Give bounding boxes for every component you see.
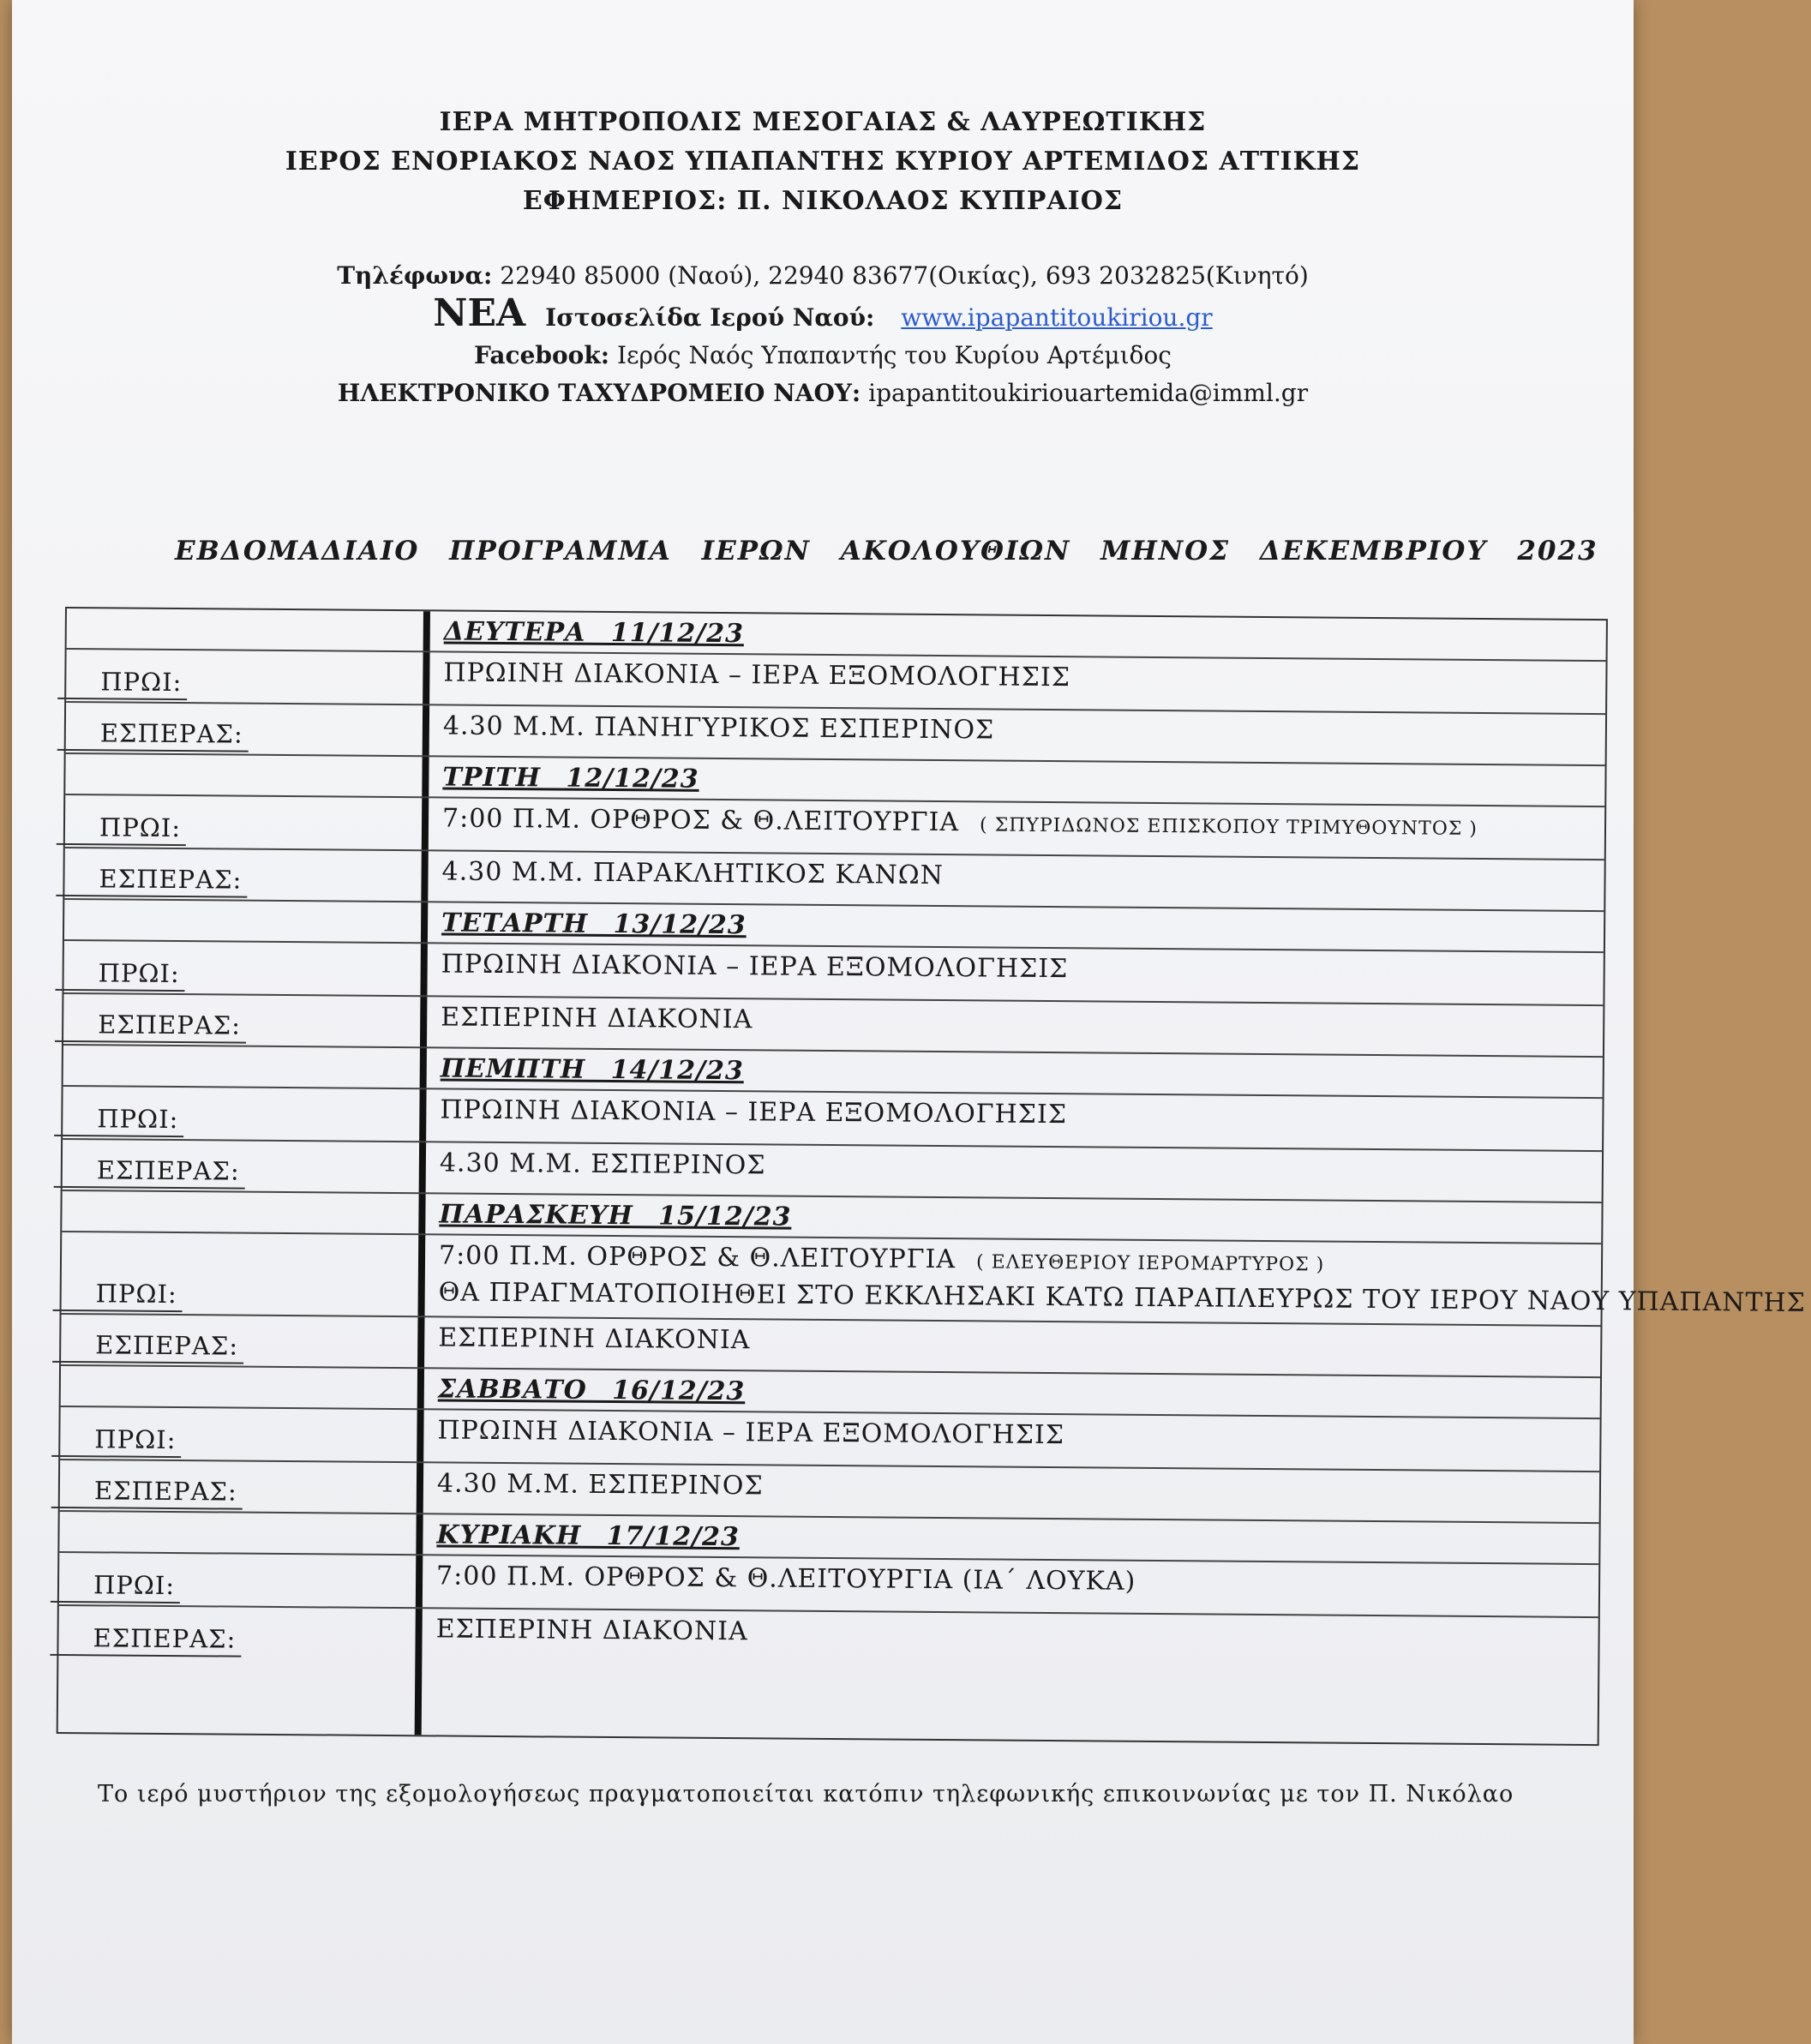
morning-service — [437, 1413, 1582, 1456]
morning-service-text: ΠΡΩΙΝΗ ΔΙΑΚΟΝΙΑ – ΙΕΡΑ ΕΞΟΜΟΛΟΓΗΣΙΣ — [443, 657, 1071, 693]
letterhead — [12, 103, 1634, 221]
evening-service: ΕΣΠΕΡΙΝΗ ΔΙΑΚΟΝΙΑ — [438, 1322, 751, 1356]
evening-label-text: ΕΣΠΕΡΑΣ: — [52, 1330, 243, 1364]
morning-label-text: ΠΡΩΙ: — [51, 1570, 180, 1603]
evening-service: ΕΣΠΕΡΙΝΗ ΔΙΑΚΟΝΙΑ — [435, 1614, 748, 1647]
evening-label — [98, 1010, 381, 1041]
day-heading: ΣΑΒΒΑΤΟ 16/12/23 — [437, 1374, 746, 1407]
website-label: Ιστοσελίδα Ιερού Ναού: — [545, 303, 875, 332]
morning-service-text: ΠΡΩΙΝΗ ΔΙΑΚΟΝΙΑ – ΙΕΡΑ ΕΞΟΜΟΛΟΓΗΣΙΣ — [441, 949, 1069, 985]
evening-label-text: ΕΣΠΕΡΑΣ: — [54, 1155, 245, 1190]
morning-label — [94, 1424, 377, 1456]
website-link[interactable]: www.ipapantitoukiriou.gr — [901, 303, 1213, 332]
day-heading: ΠΕΜΠΤΗ 14/12/23 — [440, 1053, 744, 1087]
morning-row — [62, 1232, 1806, 1327]
morning-label — [96, 1279, 379, 1310]
evening-label-text: ΕΣΠΕΡΑΣ: — [50, 1623, 241, 1657]
day-heading: ΔΕΥΤΕΡΑ 11/12/23 — [443, 616, 745, 650]
evening-row — [58, 1606, 1598, 1669]
email-label: ΗΛΕΚΤΡΟΝΙΚΟ ΤΑΧΥΔΡΟΜΕΙΟ ΝΑΟΥ: — [337, 379, 861, 407]
morning-label — [97, 1104, 380, 1136]
facebook-value: Ιερός Ναός Υπαπαντής του Κυρίου Αρτέμιδος — [616, 341, 1172, 369]
evening-label-text: ΕΣΠΕΡΑΣ: — [55, 1010, 246, 1044]
phone-label: Τηλέφωνα: — [337, 261, 493, 290]
footer-note: Το ιερό μυστήριον της εξομολογήσεως πραγματοποιείται κατόπιν τηλεφωνικής επικοινωνίας με τον Π. Νικόλαο — [98, 1781, 1514, 1807]
contact-block — [12, 257, 1634, 412]
morning-service — [440, 1093, 1585, 1136]
evening-label-text: ΕΣΠΕΡΑΣ: — [56, 864, 247, 898]
day-heading: ΚΥΡΙΑΚΗ 17/12/23 — [436, 1520, 741, 1553]
document-page — [12, 0, 1806, 2044]
day-heading: ΤΡΙΤΗ 12/12/23 — [442, 762, 699, 794]
evening-label — [99, 864, 381, 896]
morning-service — [442, 801, 1587, 847]
morning-label — [100, 667, 383, 698]
morning-service — [438, 1238, 1806, 1318]
phone-row — [12, 257, 1634, 295]
morning-service-text: 7:00 Π.Μ. ΟΡΘΡΟΣ & Θ.ΛΕΙΤΟΥΡΓΙΑ — [438, 1240, 956, 1275]
phone-value: 22940 85000 (Ναού), 22940 83677(Οικίας), 693 2032825(Κινητό) — [500, 261, 1309, 290]
news-label: ΝΕΑ — [433, 291, 526, 335]
feast-note: ( ΕΛΕΥΘΕΡΙΟΥ ΙΕΡΟΜΑΡΤΥΡΟΣ ) — [975, 1251, 1325, 1276]
evening-label-text: ΕΣΠΕΡΑΣ: — [57, 718, 249, 752]
program-title: ΕΒΔΟΜΑΔΙΑΙΟ ΠΡΟΓΡΑΜΜΑ ΙΕΡΩΝ ΑΚΟΛΟΥΘΙΩΝ ΜΗΝΟΣ ΔΕΚΕΜΒΡΙΟΥ 2023 — [175, 536, 1598, 566]
evening-label — [95, 1330, 378, 1362]
evening-service: ΕΣΠΕΡΙΝΗ ΔΙΑΚΟΝΙΑ — [441, 1002, 753, 1035]
morning-label-text: ΠΡΩΙ: — [57, 812, 186, 846]
website-row — [12, 291, 1634, 337]
evening-label-text: ΕΣΠΕΡΑΣ: — [51, 1476, 243, 1510]
facebook-row — [12, 337, 1634, 375]
evening-label — [97, 1155, 380, 1187]
facebook-label: Facebook: — [474, 341, 610, 369]
church-title: ΙΕΡΟΣ ΕΝΟΡΙΑΚΟΣ ΝΑΟΣ ΥΠΑΠΑΝΤΗΣ ΚΥΡΙΟΥ ΑΡΤΕΜΙΔΟΣ ΑΤΤΙΚΗΣ — [285, 147, 1361, 177]
morning-service — [441, 947, 1586, 990]
email-row — [12, 375, 1634, 412]
morning-label-text: ΠΡΩΙ: — [54, 1104, 183, 1137]
morning-label — [93, 1570, 376, 1602]
schedule-table — [57, 607, 1806, 1746]
evening-service: 4.30 Μ.Μ. ΕΣΠΕΡΙΝΟΣ — [436, 1468, 764, 1502]
email-value: ipapantitoukiriouartemida@imml.gr — [868, 379, 1309, 407]
morning-service — [443, 656, 1588, 698]
feast-note: ( ΣΠΥΡΙΔΩΝΟΣ ΕΠΙΣΚΟΠΟΥ ΤΡΙΜΥΘΟΥΝΤΟΣ ) — [979, 814, 1478, 840]
morning-label-text: ΠΡΩΙ: — [51, 1424, 181, 1458]
location-note: ΘΑ ΠΡΑΓΜΑΤΟΠΟΙΗΘΕΙ ΣΤΟ ΕΚΚΛΗΣΑΚΙ ΚΑΤΩ ΠΑΡΑΠΛΕΥΡΩΣ ΤΟΥ ΙΕΡΟΥ ΝΑΟΥ ΥΠΑΠΑΝΤΗΣ — [438, 1277, 1806, 1318]
morning-label-text: ΠΡΩΙ: — [53, 1279, 183, 1312]
day-heading: ΠΑΡΑΣΚΕΥΗ 15/12/23 — [439, 1199, 792, 1232]
morning-label-text: ΠΡΩΙ: — [55, 958, 184, 992]
morning-service-text: ΠΡΩΙΝΗ ΔΙΑΚΟΝΙΑ – ΙΕΡΑ ΕΞΟΜΟΛΟΓΗΣΙΣ — [440, 1094, 1068, 1130]
evening-service: 4.30 Μ.Μ. ΠΑΡΑΚΛΗΤΙΚΟΣ ΚΑΝΩΝ — [441, 856, 944, 891]
morning-service — [436, 1559, 1581, 1602]
morning-service-text: ΠΡΩΙΝΗ ΔΙΑΚΟΝΙΑ – ΙΕΡΑ ΕΞΟΜΟΛΟΓΗΣΙΣ — [437, 1415, 1065, 1451]
morning-label — [99, 812, 382, 844]
evening-label — [100, 718, 383, 750]
day-heading: ΤΕΤΑΡΤΗ 13/12/23 — [441, 908, 747, 941]
evening-service: 4.30 Μ.Μ. ΠΑΝΗΓΥΡΙΚΟΣ ΕΣΠΕΡΙΝΟΣ — [442, 710, 995, 746]
metropolis-title: ΙΕΡΑ ΜΗΤΡΟΠΟΛΙΣ ΜΕΣΟΓΑΙΑΣ & ΛΑΥΡΕΩΤΙΚΗΣ — [439, 107, 1207, 137]
priest-title: ΕΦΗΜΕΡΙΟΣ: Π. ΝΙΚΟΛΑΟΣ ΚΥΠΡΑΙΟΣ — [522, 186, 1124, 216]
evening-label — [94, 1476, 377, 1508]
morning-service-text: 7:00 Π.Μ. ΟΡΘΡΟΣ & Θ.ΛΕΙΤΟΥΡΓΙΑ — [441, 803, 960, 838]
morning-label-text: ΠΡΩΙ: — [57, 667, 187, 700]
evening-label — [93, 1623, 375, 1655]
morning-label — [99, 958, 381, 990]
morning-service-text: 7:00 Π.Μ. ΟΡΘΡΟΣ & Θ.ΛΕΙΤΟΥΡΓΙΑ (ΙΑ΄ ΛΟΥΚΑ) — [435, 1561, 1136, 1597]
evening-service: 4.30 Μ.Μ. ΕΣΠΕΡΙΝΟΣ — [439, 1148, 766, 1181]
